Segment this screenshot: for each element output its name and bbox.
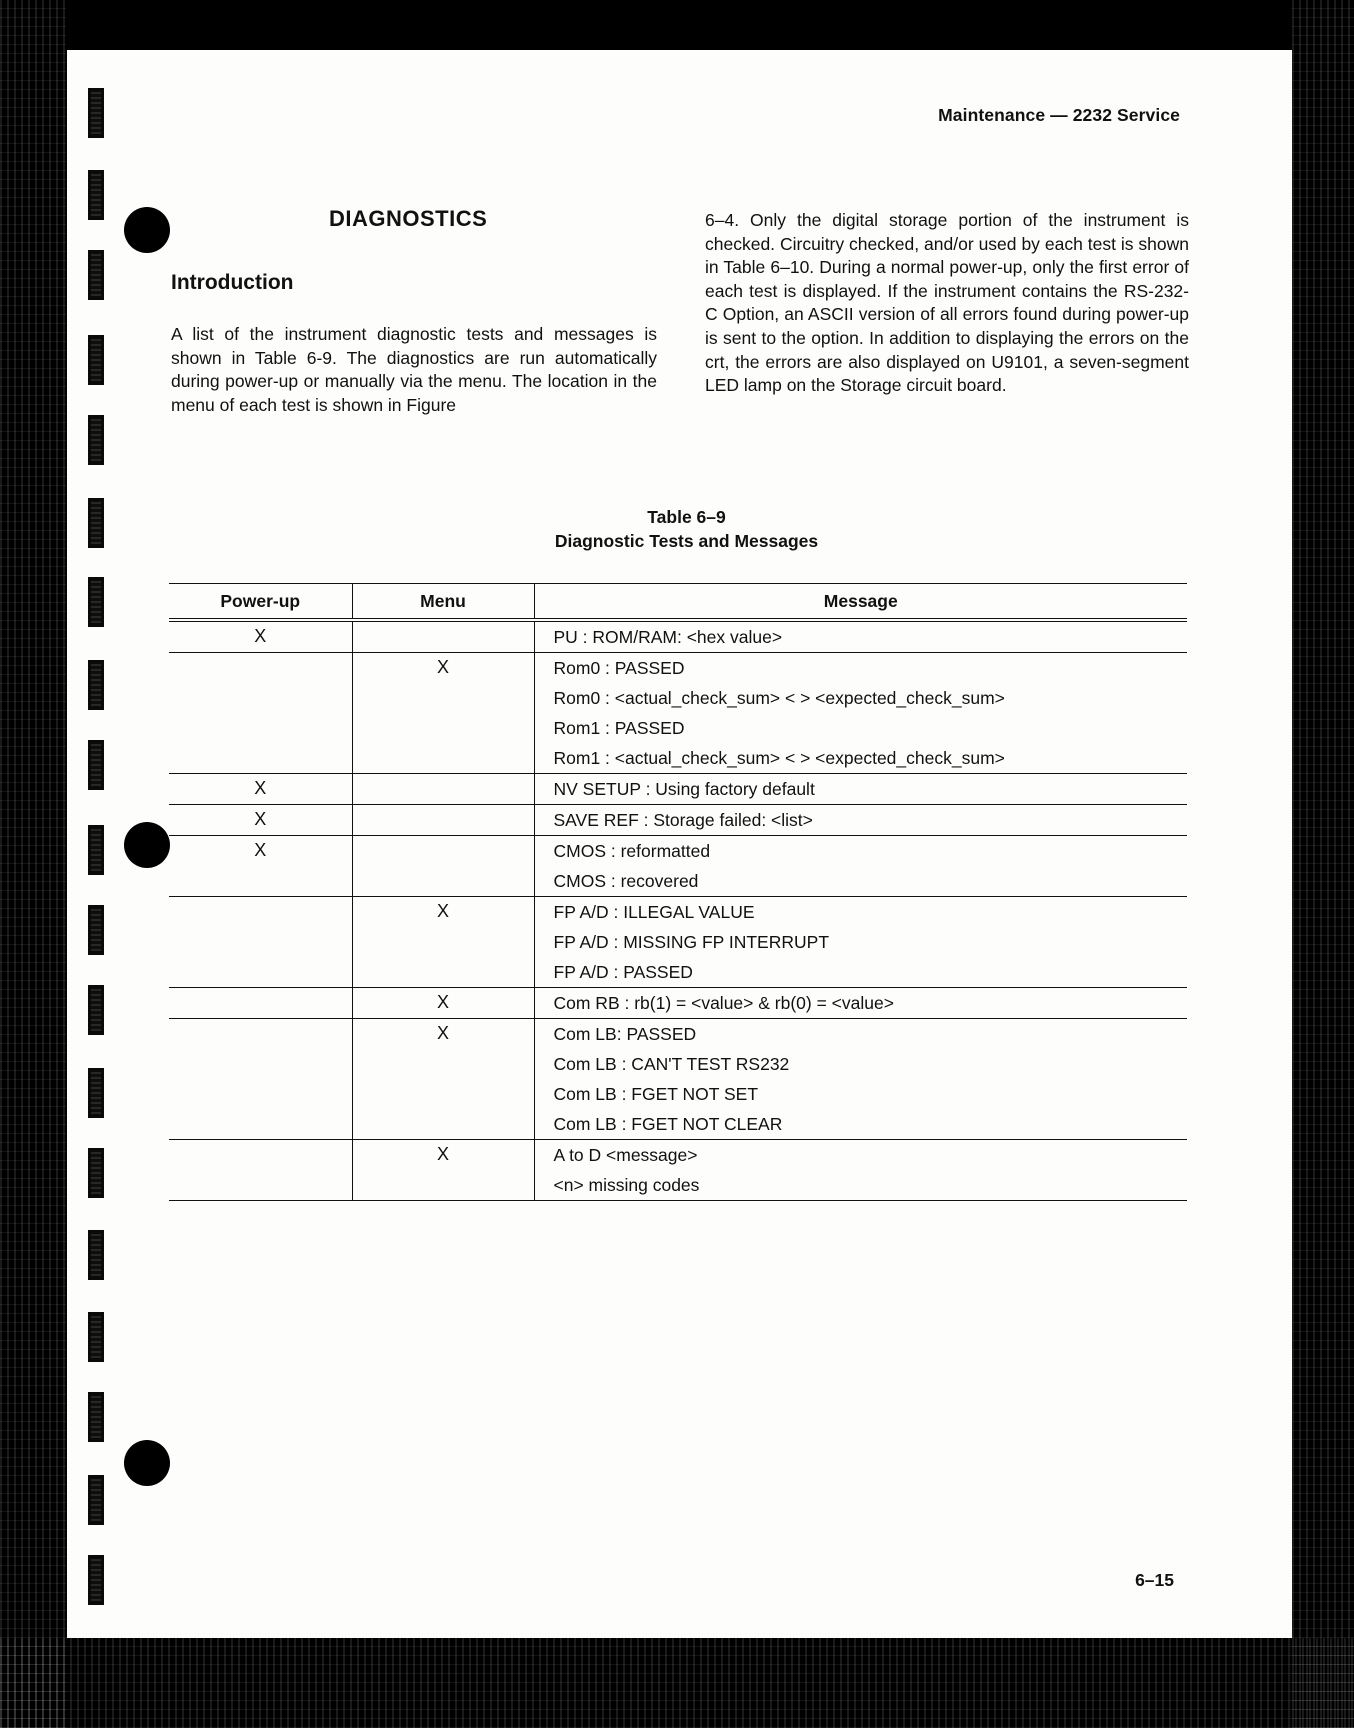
table-row — [169, 653, 1187, 774]
running-header: Maintenance — 2232 Service — [938, 105, 1180, 125]
table-caption-number: Table 6–9 — [647, 507, 726, 527]
scan-edge-right — [1292, 0, 1354, 1728]
menu-cell: X — [352, 1019, 534, 1140]
message-line: <n> missing codes — [553, 1175, 700, 1195]
message-line: Com RB : rb(1) = <value> & rb(0) = <value> — [553, 993, 894, 1013]
menu-cell: X — [352, 988, 534, 1019]
menu-cell: X — [352, 897, 534, 988]
message-line: SAVE REF : Storage failed: <list> — [553, 810, 813, 830]
binder-slot — [88, 905, 104, 955]
menu-cell — [352, 805, 534, 836]
message-line: A to D <message> — [553, 1145, 698, 1165]
power-up-cell: X — [169, 836, 352, 897]
section-title: DIAGNOSTICS — [329, 206, 488, 231]
message-line: Rom1 : <actual_check_sum> < > <expected_check_sum> — [553, 748, 1005, 768]
table-caption-title: Diagnostic Tests and Messages — [554, 531, 819, 551]
message-line: Rom0 : PASSED — [553, 658, 685, 678]
punch-hole — [124, 207, 170, 253]
intro-paragraph-right: 6–4. Only the digital storage portion of the instrument is checked. Circuitry checked, and/or used by each test is shown in Table 6–10. During a normal power-up, only the first error of each test is displayed. If the instrument contains the RS-232-C Option, an ASCII version of all errors found during power-up is sent to the option. In addition to displaying the errors on the crt, the errors are also displayed on U9101, a seven-segment LED lamp on the Storage circuit board. — [705, 210, 1189, 396]
table-caption — [67, 505, 1292, 553]
binder-slot — [88, 170, 104, 220]
power-up-cell — [169, 1140, 352, 1201]
subsection-title: Introduction — [171, 271, 294, 294]
message-cell — [534, 653, 1187, 774]
diagnostic-table — [169, 583, 1187, 1201]
menu-cell — [352, 620, 534, 653]
header-menu: Menu — [352, 584, 534, 621]
message-line: Rom1 : PASSED — [553, 718, 685, 738]
table-row — [169, 988, 1187, 1019]
table-row — [169, 1140, 1187, 1201]
message-cell — [534, 774, 1187, 805]
message-line: FP A/D : MISSING FP INTERRUPT — [553, 932, 830, 952]
binder-slot — [88, 985, 104, 1035]
message-cell — [534, 1019, 1187, 1140]
binder-slot — [88, 577, 104, 627]
table-row — [169, 774, 1187, 805]
message-cell — [534, 1140, 1187, 1201]
message-line: FP A/D : PASSED — [553, 962, 693, 982]
message-line: NV SETUP : Using factory default — [553, 779, 815, 799]
intro-paragraph-left: A list of the instrument diagnostic tests and messages is shown in Table 6-9. The diagnostics are run automatically during power-up or manually via the menu. The location in the menu of each test is shown in Figure — [171, 324, 657, 415]
message-cell — [534, 897, 1187, 988]
menu-cell: X — [352, 653, 534, 774]
header-message: Message — [534, 584, 1187, 621]
binder-slot — [88, 1148, 104, 1198]
message-line: PU : ROM/RAM: <hex value> — [553, 627, 783, 647]
message-cell — [534, 836, 1187, 897]
binder-slot — [88, 1555, 104, 1605]
page-number: 6–15 — [1135, 1570, 1174, 1590]
power-up-cell — [169, 1019, 352, 1140]
table-row — [169, 1019, 1187, 1140]
power-up-cell — [169, 653, 352, 774]
binder-slot — [88, 1230, 104, 1280]
message-line: FP A/D : ILLEGAL VALUE — [553, 902, 755, 922]
binder-slot — [88, 660, 104, 710]
power-up-cell — [169, 897, 352, 988]
power-up-cell: X — [169, 774, 352, 805]
menu-cell — [352, 836, 534, 897]
header-power-up: Power-up — [169, 584, 352, 621]
scan-edge-bottom — [0, 1638, 1354, 1728]
table-row — [169, 805, 1187, 836]
message-line: Com LB : CAN'T TEST RS232 — [553, 1054, 790, 1074]
binder-slot — [88, 1392, 104, 1442]
binder-slot — [88, 1068, 104, 1118]
punch-hole — [124, 822, 170, 868]
message-line: Com LB: PASSED — [553, 1024, 697, 1044]
message-cell — [534, 620, 1187, 653]
menu-cell: X — [352, 1140, 534, 1201]
binder-slot — [88, 250, 104, 300]
binder-slot — [88, 740, 104, 790]
message-line: Rom0 : <actual_check_sum> < > <expected_check_sum> — [553, 688, 1005, 708]
scan-edge-left — [0, 0, 66, 1728]
message-line: Com LB : FGET NOT SET — [553, 1084, 759, 1104]
binder-slot — [88, 1475, 104, 1525]
message-line: Com LB : FGET NOT CLEAR — [553, 1114, 783, 1134]
power-up-cell: X — [169, 620, 352, 653]
power-up-cell — [169, 988, 352, 1019]
table-row — [169, 836, 1187, 897]
table-header-row — [169, 584, 1187, 621]
message-cell — [534, 805, 1187, 836]
binder-slot — [88, 335, 104, 385]
manual-page — [67, 50, 1292, 1638]
table-row — [169, 620, 1187, 653]
binder-slot — [88, 1312, 104, 1362]
message-line: CMOS : reformatted — [553, 841, 711, 861]
binder-slot — [88, 415, 104, 465]
binder-slot — [88, 88, 104, 138]
power-up-cell: X — [169, 805, 352, 836]
message-line: CMOS : recovered — [553, 871, 699, 891]
punch-hole — [124, 1440, 170, 1486]
menu-cell — [352, 774, 534, 805]
binder-slot — [88, 825, 104, 875]
message-cell — [534, 988, 1187, 1019]
table-row — [169, 897, 1187, 988]
